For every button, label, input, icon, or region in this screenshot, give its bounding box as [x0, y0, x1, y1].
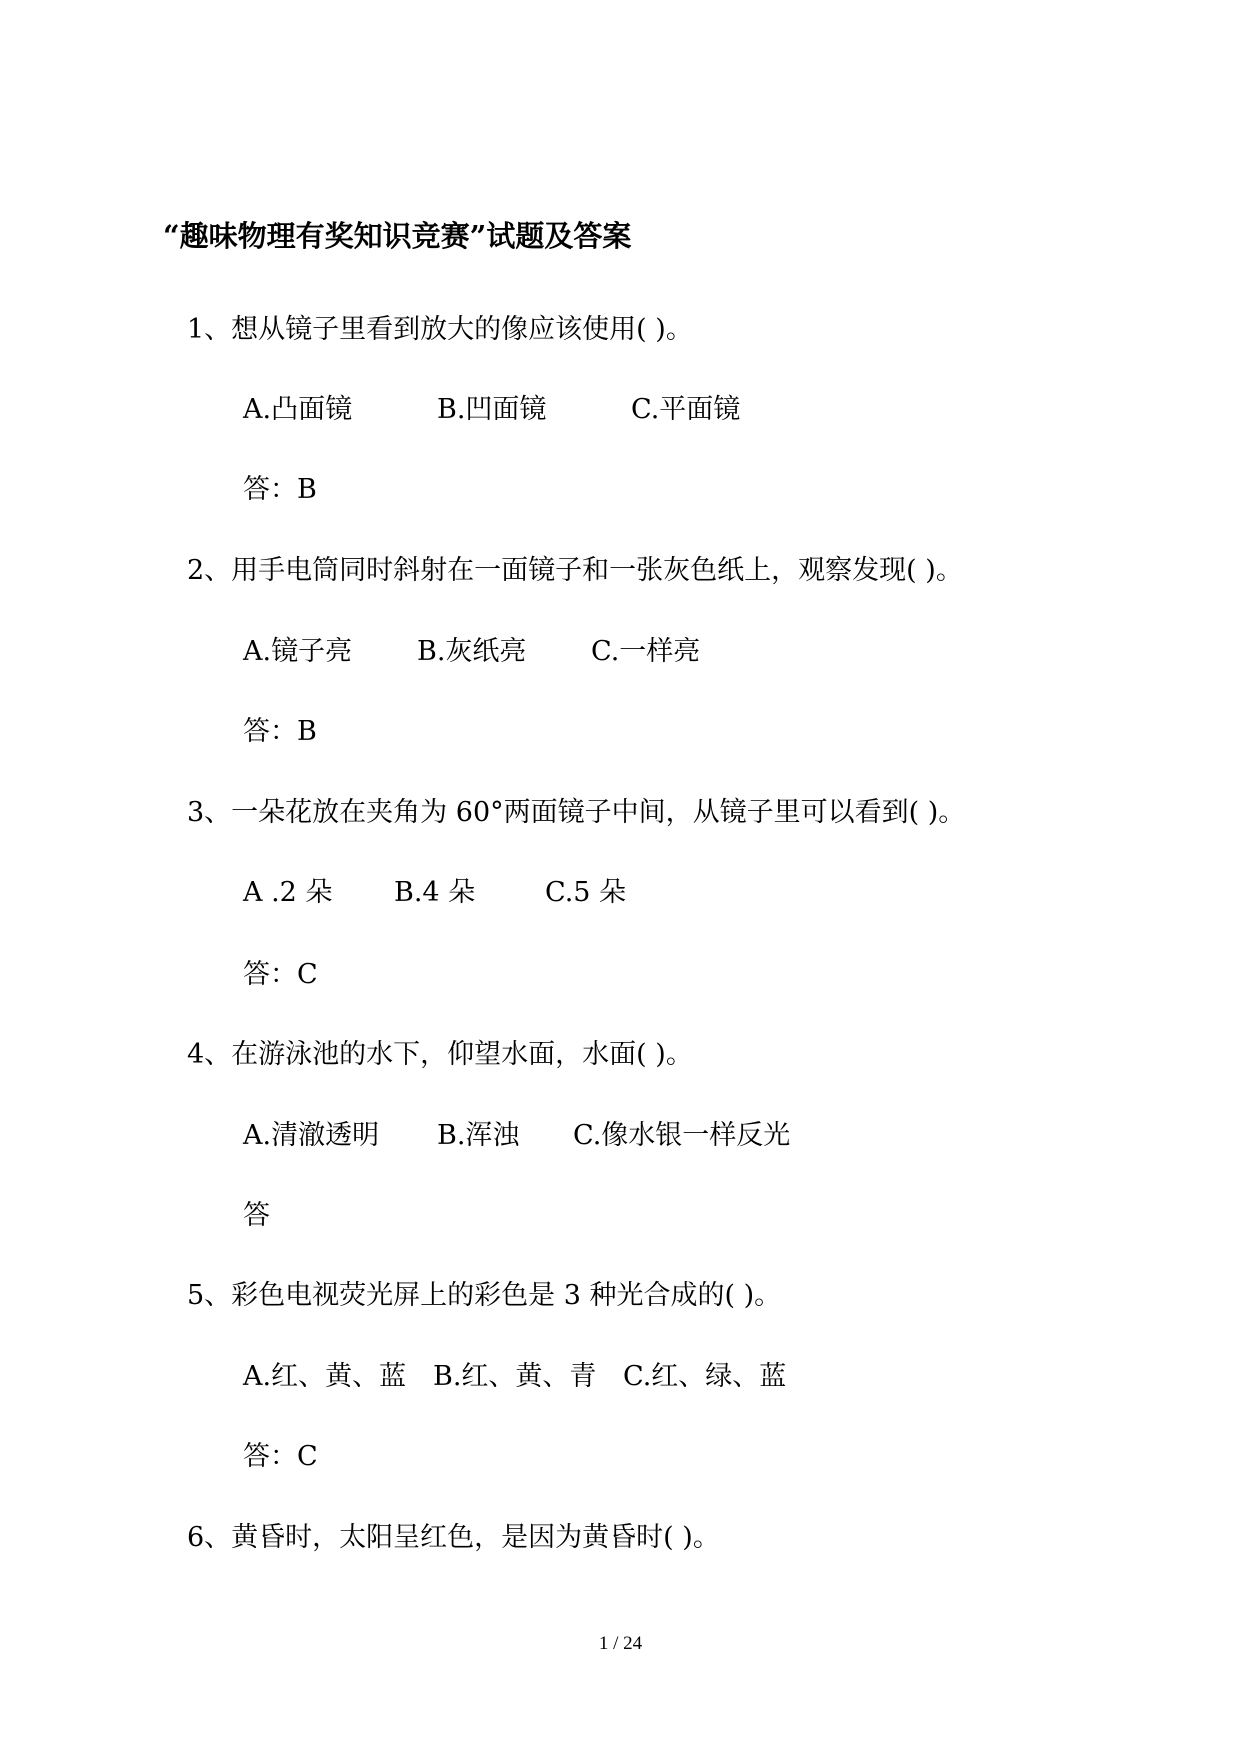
question-2-options [243, 632, 700, 672]
question-6-text: 6、黄昏时，太阳呈红色，是因为黄昏时( )。 [187, 1522, 720, 1553]
question-2-answer: 答：B [243, 716, 317, 747]
question-5-answer: 答：C [243, 1441, 318, 1472]
question-2-option-a: A.镜子亮 [243, 636, 353, 667]
question-3-answer: 答：C [243, 959, 318, 990]
question-2-option-b: B.灰纸亮 [417, 636, 527, 667]
question-4-option-b: B.浑浊 [437, 1120, 520, 1151]
question-3-option-a: A .2 朵 [243, 877, 333, 908]
page-number: 1 / 24 [598, 1633, 643, 1654]
question-5-option-c: C.红、绿、蓝 [623, 1361, 787, 1392]
question-3-option-c: C.5 朵 [545, 877, 627, 908]
question-2-text: 2、用手电筒同时斜射在一面镜子和一张灰色纸上，观察发现( )。 [187, 555, 963, 586]
document-title: “趣味物理有奖知识竞赛”试题及答案 [163, 219, 632, 253]
question-1-option-b: B.凹面镜 [437, 394, 547, 425]
question-4-answer: 答 [243, 1200, 270, 1231]
question-1-options [243, 390, 740, 430]
question-4-option-a: A.清澈透明 [243, 1120, 380, 1151]
question-5-option-b: B.红、黄、青 [433, 1361, 597, 1392]
question-4-options [243, 1116, 790, 1156]
question-5-options [243, 1357, 786, 1397]
question-5-text: 5、彩色电视荧光屏上的彩色是 3 种光合成的( )。 [187, 1280, 782, 1311]
question-3-text: 3、一朵花放在夹角为 60°两面镜子中间，从镜子里可以看到( )。 [187, 797, 966, 828]
question-5-option-a: A.红、黄、蓝 [243, 1361, 407, 1392]
question-3-option-b: B.4 朵 [394, 877, 476, 908]
question-1-option-a: A.凸面镜 [243, 394, 353, 425]
question-1-option-c: C.平面镜 [631, 394, 741, 425]
question-1-answer: 答：B [243, 474, 317, 505]
question-3-options [243, 873, 626, 913]
question-1-text: 1、想从镜子里看到放大的像应该使用( )。 [187, 314, 693, 345]
question-4-option-c: C.像水银一样反光 [573, 1120, 791, 1151]
question-2-option-c: C.一样亮 [591, 636, 701, 667]
question-4-text: 4、在游泳池的水下，仰望水面，水面( )。 [187, 1039, 693, 1070]
